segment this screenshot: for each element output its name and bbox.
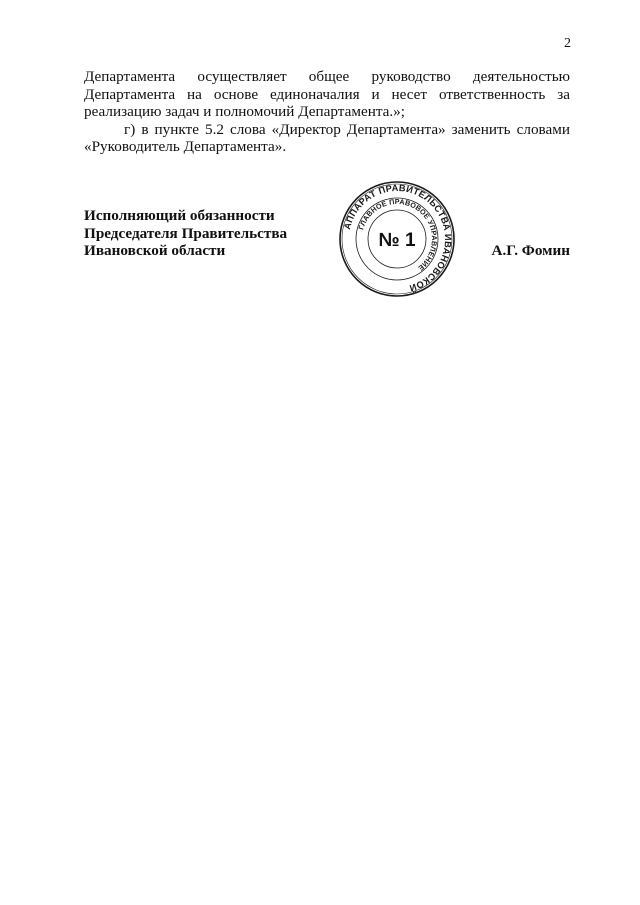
official-seal bbox=[338, 180, 456, 298]
signatory-position-line: Ивановской области bbox=[84, 242, 226, 260]
document-body bbox=[84, 68, 570, 156]
signatory-position bbox=[84, 207, 287, 260]
body-paragraph: Департамента осуществляет общее руководство деятельностью Департамента на основе единоначалия и несет ответственность за реализацию задач и полномочий Департамента.»; bbox=[84, 68, 570, 121]
body-paragraph: г) в пункте 5.2 слова «Директор Департамента» заменить словами «Руководитель Департамента». bbox=[84, 120, 570, 156]
signatory-name: А.Г. Фомин bbox=[491, 242, 570, 259]
seal-outer-text: АППАРАТ ПРАВИТЕЛЬСТВА ИВАНОВСКОЙ bbox=[341, 182, 454, 294]
page-number: 2 bbox=[564, 36, 571, 51]
signatory-position-line: Председателя Правительства bbox=[84, 224, 288, 242]
signatory-position-line: Исполняющий обязанности bbox=[84, 207, 275, 224]
seal-inner-text: ГЛАВНОЕ ПРАВОВОЕ УПРАВЛЕНИЕ bbox=[356, 196, 440, 273]
seal-number: № 1 bbox=[378, 230, 416, 251]
